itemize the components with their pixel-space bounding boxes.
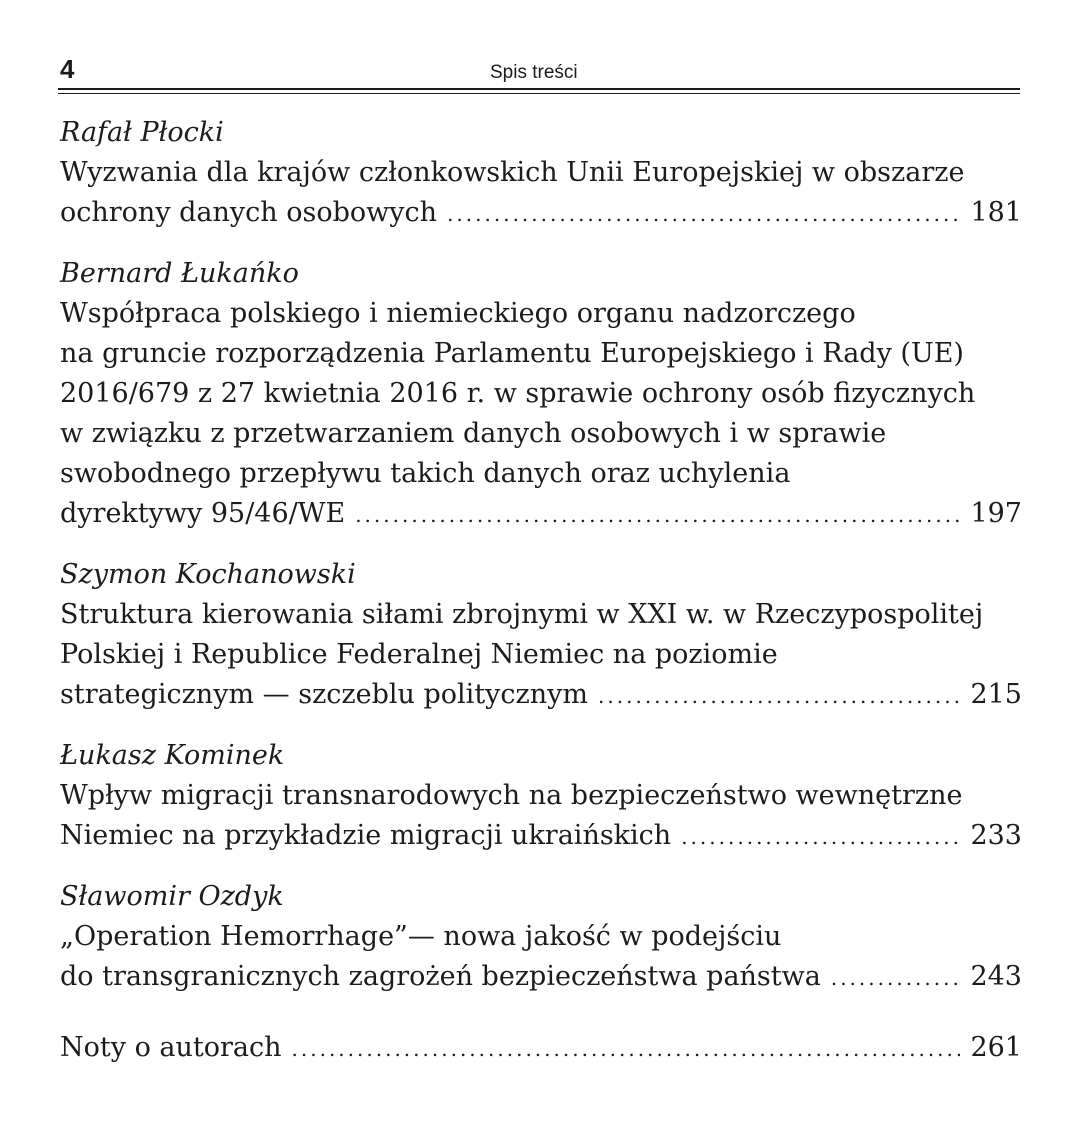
toc-entry — [60, 877, 1022, 998]
entry-page-number: 243 — [970, 961, 1022, 992]
entry-author: Rafał Płocki — [60, 117, 224, 148]
entry-title-line: 2016/679 z 27 kwietnia 2016 r. w sprawie ochrony osób fizycznych — [60, 378, 976, 409]
entry-page-number: 215 — [970, 679, 1022, 710]
toc-entry — [60, 736, 1022, 857]
entry-title-last-line — [60, 816, 1022, 857]
table-of-contents — [60, 113, 1022, 1089]
entry-author: Łukasz Kominek — [60, 740, 285, 771]
dot-leader — [292, 1029, 961, 1069]
entry-title-last-line — [60, 675, 1022, 716]
notes-label: Noty o autorach — [60, 1032, 282, 1063]
entry-title-line: dyrektywy 95/46/WE — [60, 498, 346, 529]
running-head: Spis treści — [490, 62, 578, 83]
dot-leader — [681, 817, 960, 857]
toc-entry — [60, 555, 1022, 716]
entry-title-line: Wyzwania dla krajów członkowskich Unii Europejskiej w obszarze — [60, 157, 965, 188]
entry-page-number: 197 — [970, 498, 1022, 529]
entry-title-last-line — [60, 193, 1022, 234]
dot-leader — [355, 495, 960, 535]
toc-entry — [60, 254, 1022, 535]
entry-title-line: Współpraca polskiego i niemieckiego organu nadzorczego — [60, 298, 856, 329]
entry-title-line: Wpływ migracji transnarodowych na bezpieczeństwo wewnętrzne — [60, 780, 963, 811]
dot-leader — [598, 676, 960, 716]
entry-title-line: do transgranicznych zagrożeń bezpieczeństwa państwa — [60, 961, 821, 992]
dot-leader — [831, 958, 961, 998]
entry-page-number: 233 — [970, 820, 1022, 851]
page-number: 4 — [60, 54, 75, 84]
entry-title-line: na gruncie rozporządzenia Parlamentu Europejskiego i Rady (UE) — [60, 338, 964, 369]
entry-page-number: 181 — [970, 197, 1022, 228]
notes-line — [60, 1028, 1022, 1069]
entry-title-line: „Operation Hemorrhage”— nowa jakość w podejściu — [60, 921, 782, 952]
page-header — [58, 52, 1020, 90]
notes-page-number: 261 — [970, 1032, 1022, 1063]
entry-title-line: ochrony danych osobowych — [60, 197, 438, 228]
entry-author: Sławomir Ozdyk — [60, 881, 284, 912]
entry-title-line: strategicznym — szczeblu politycznym — [60, 679, 589, 710]
entry-title-line: swobodnego przepływu takich danych oraz uchylenia — [60, 458, 791, 489]
toc-entry-notes — [60, 1028, 1022, 1069]
toc-entry — [60, 113, 1022, 234]
entry-title-last-line — [60, 494, 1022, 535]
dot-leader — [447, 194, 960, 234]
entry-title-line: Struktura kierowania siłami zbrojnymi w XXI w. w Rzeczypospolitej — [60, 599, 984, 630]
entry-title-line: Polskiej i Republice Federalnej Niemiec na poziomie — [60, 639, 778, 670]
entry-title-line: w związku z przetwarzaniem danych osobowych i w sprawie — [60, 418, 887, 449]
entry-author: Bernard Łukańko — [60, 258, 299, 289]
entry-author: Szymon Kochanowski — [60, 559, 356, 590]
entry-title-line: Niemiec na przykładzie migracji ukraińskich — [60, 820, 672, 851]
entry-title-last-line — [60, 957, 1022, 998]
